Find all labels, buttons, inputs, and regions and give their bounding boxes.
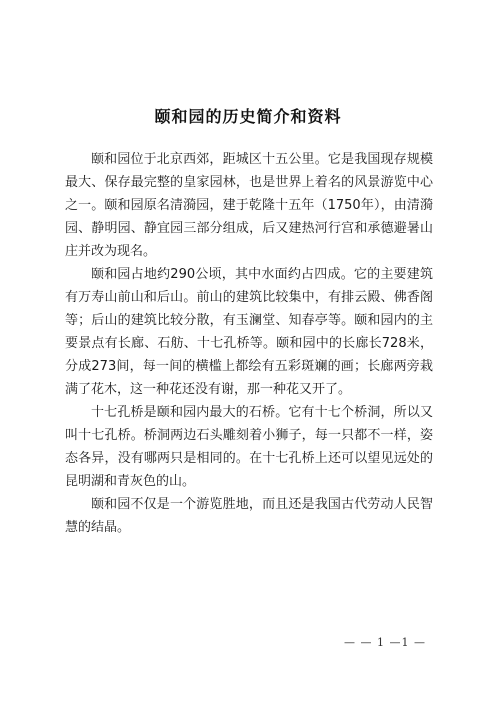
document-title: 颐和园的历史简介和资料: [154, 107, 342, 126]
page-number-footer: — — 1 —1 —: [344, 636, 426, 649]
paragraph-3: 十七孔桥是颐和园内最大的石桥。它有十七个桥洞，所以又叫十七孔桥。桥洞两边石头雕刻着小狮子，每一只都不一样，姿态各异，没有哪两只是相同的。在十七孔桥上还可以望见远处的昆明湖和青灰色的山。: [65, 405, 433, 489]
document-body: [65, 148, 433, 539]
paragraph-4: 颐和园不仅是一个游览胜地，而且还是我国古代劳动人民智慧的结晶。: [65, 497, 433, 535]
paragraph-2: 颐和园占地约290公顷，其中水面约占四成。它的主要建筑有万寿山前山和后山。前山的建筑比较集中，有排云殿、佛香阁等；后山的建筑比较分散，有玉澜堂、知春亭等。颐和园内的主要景点有长廊、石舫、十七孔桥等。颐和园中的长廊长728米，分成273间，每一间的横槛上都绘有五彩斑斓的画；长廊两旁栽满了花木，这一种花还没有谢，那一种花又开了。: [65, 267, 433, 397]
paragraph-1: 颐和园位于北京西郊，距城区十五公里。它是我国现存规模最大、保存最完整的皇家园林，也是世界上着名的风景游览中心之一。颐和园原名清漪园，建于乾隆十五年（1750年），由清漪园、静明园、静宜园三部分组成，后又建热河行宫和承德避暑山庄并改为现名。: [65, 152, 433, 259]
